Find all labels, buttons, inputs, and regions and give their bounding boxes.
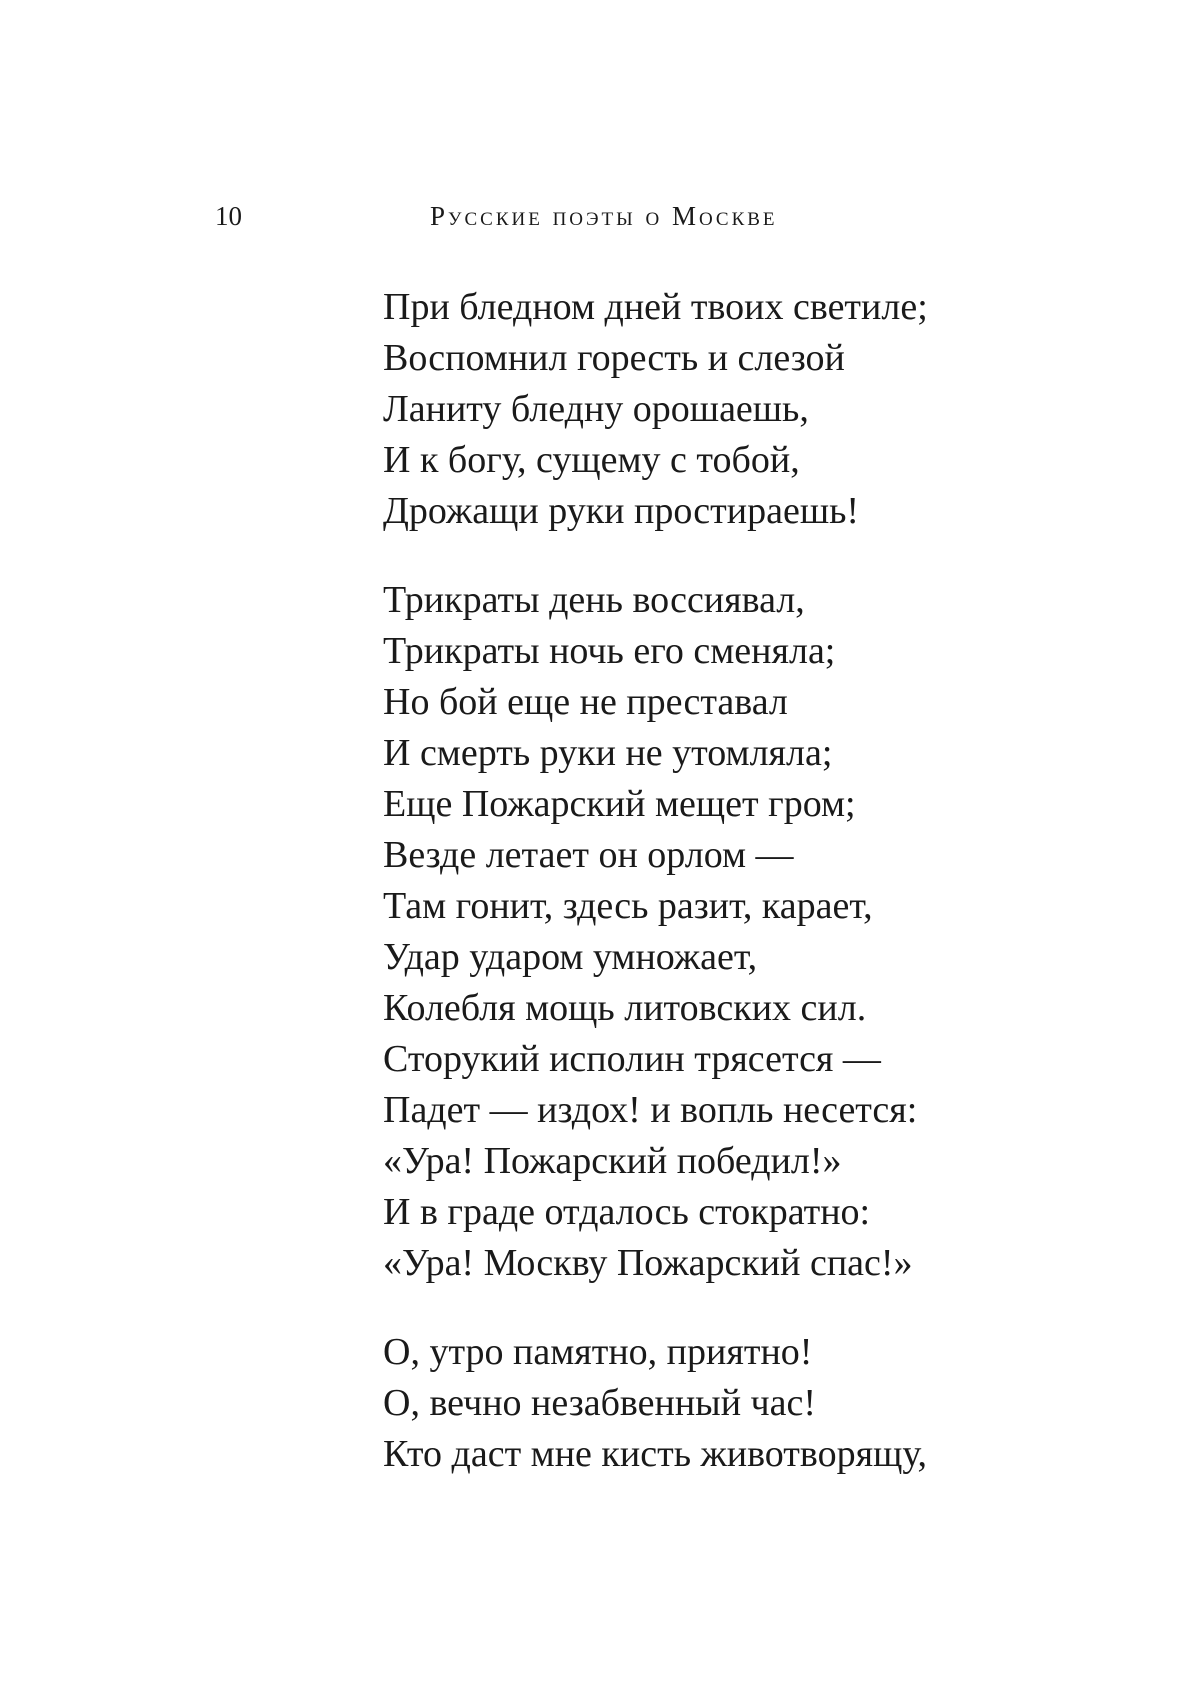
poem-line: Колебля мощь литовских сил. bbox=[383, 987, 867, 1029]
poem-line: При бледном дней твоих светиле; bbox=[383, 286, 928, 328]
running-title: Русские поэты о Москве bbox=[430, 201, 778, 231]
poem-line: «Ура! Пожарский победил!» bbox=[383, 1140, 842, 1182]
poem-line: Удар ударом умножает, bbox=[383, 936, 758, 978]
poem-line: И смерть руки не утомляла; bbox=[383, 732, 833, 774]
poem-line: «Ура! Москву Пожарский спас!» bbox=[383, 1242, 913, 1284]
poem-line: Везде летает он орлом — bbox=[383, 834, 794, 876]
poem-line: Падет — издох! и вопль несется: bbox=[383, 1089, 918, 1131]
poem-line: Сторукий исполин трясется — bbox=[383, 1038, 881, 1080]
page-number: 10 bbox=[215, 201, 242, 231]
poem-line: Кто даст мне кисть животворящу, bbox=[383, 1433, 928, 1475]
poem-line: Там гонит, здесь разит, карает, bbox=[383, 885, 873, 927]
poem-line: Воспомнил горесть и слезой bbox=[383, 337, 845, 379]
poem-line: Трикраты ночь его сменяла; bbox=[383, 630, 836, 672]
stanza bbox=[383, 282, 1143, 537]
poem-line: Ланиту бледну орошаешь, bbox=[383, 388, 809, 430]
poem-line: О, вечно незабвенный час! bbox=[383, 1382, 817, 1424]
poem-line: Трикраты день воссиявал, bbox=[383, 579, 805, 621]
poem-line: Но бой еще не преставал bbox=[383, 681, 788, 723]
stanza bbox=[383, 1327, 1143, 1480]
poem-line: Дрожащи руки простираешь! bbox=[383, 490, 860, 532]
poem-line: О, утро памятно, приятно! bbox=[383, 1331, 813, 1373]
poem-line: И к богу, сущему с тобой, bbox=[383, 439, 800, 481]
poem-body bbox=[383, 282, 1143, 1518]
stanza bbox=[383, 575, 1143, 1289]
poem-line: Еще Пожарский мещет гром; bbox=[383, 783, 856, 825]
poem-line: И в граде отдалось стократно: bbox=[383, 1191, 871, 1233]
